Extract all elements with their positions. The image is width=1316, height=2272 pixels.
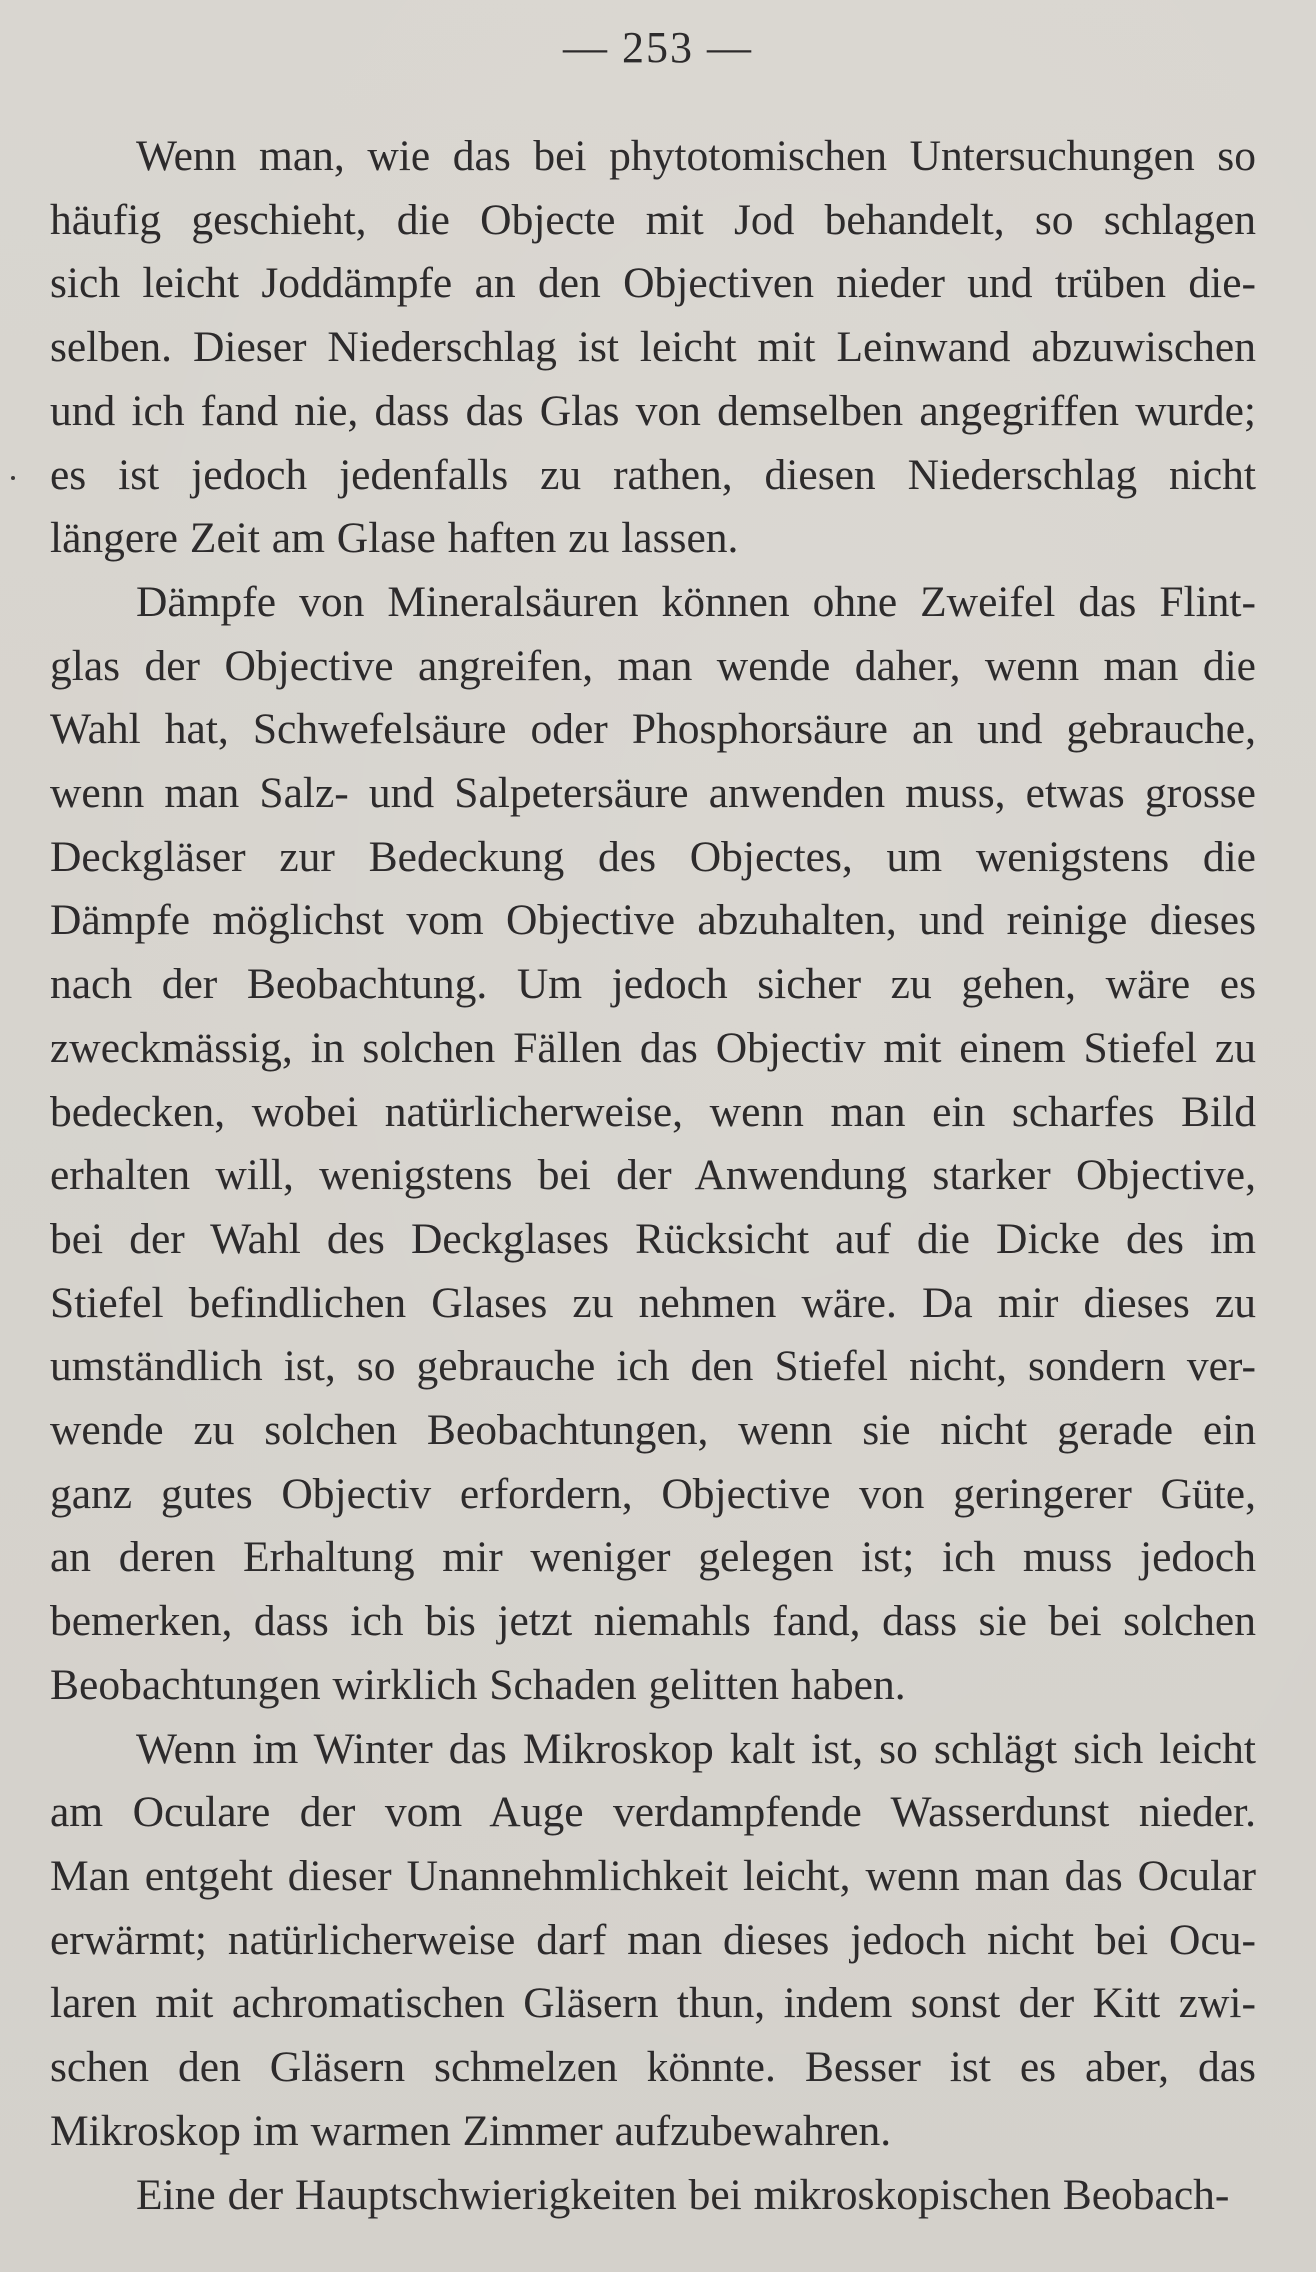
text-line: Wenn man, wie das bei phytotomischen Untersuchungen so xyxy=(136,132,1256,180)
text-line: erwärmt; natürlicherweise darf man dieses jedoch nicht bei Ocu- xyxy=(50,1915,1256,1964)
paragraph xyxy=(50,571,1256,1718)
paragraph xyxy=(50,2164,1256,2228)
text-line: Deckgläser zur Bedeckung des Objectes, um wenigstens die xyxy=(50,832,1256,881)
text-line: Wenn im Winter das Mikroskop kalt ist, so schlägt sich leicht xyxy=(136,1724,1256,1773)
page-number: — 253 — xyxy=(563,23,753,72)
text-line: Stiefel befindlichen Glases zu nehmen wäre. Da mir dieses zu xyxy=(50,1278,1256,1327)
text-line: Mikroskop im warmen Zimmer aufzubewahren. xyxy=(50,2106,892,2155)
text-line: schen den Gläsern schmelzen könnte. Besser ist es aber, das xyxy=(50,2043,1256,2092)
text-line: häufig geschieht, die Objecte mit Jod behandelt, so schlagen xyxy=(50,195,1256,244)
text-line: selben. Dieser Niederschlag ist leicht mit Leinwand abzuwischen xyxy=(50,323,1256,372)
text-line: bemerken, dass ich bis jetzt niemahls fand, dass sie bei solchen xyxy=(50,1597,1256,1646)
text-line: bedecken, wobei natürlicherweise, wenn man ein scharfes Bild xyxy=(50,1087,1256,1136)
paragraph xyxy=(50,125,1256,571)
text-line: bei der Wahl des Deckglases Rücksicht auf die Dicke des im xyxy=(50,1214,1256,1263)
text-line: Eine der Hauptschwierigkeiten bei mikroskopischen Beobach- xyxy=(136,2170,1230,2219)
text-line: Dämpfe möglichst vom Objective abzuhalten, und reinige dieses xyxy=(50,896,1256,945)
margin-mark xyxy=(11,476,15,480)
text-line: Beobachtungen wirklich Schaden gelitten haben. xyxy=(50,1660,906,1709)
paragraph xyxy=(50,1718,1256,2164)
text-line: wende zu solchen Beobachtungen, wenn sie nicht gerade ein xyxy=(50,1406,1256,1455)
text-line: es ist jedoch jedenfalls zu rathen, diesen Niederschlag nicht xyxy=(50,450,1256,499)
text-line: zweckmässig, in solchen Fällen das Objectiv mit einem Stiefel zu xyxy=(50,1023,1256,1072)
text-line: nach der Beobachtung. Um jedoch sicher zu gehen, wäre es xyxy=(50,960,1256,1009)
body-text xyxy=(50,125,1256,2227)
text-line: erhalten will, wenigstens bei der Anwendung starker Objective, xyxy=(50,1151,1256,1200)
text-line: umständlich ist, so gebrauche ich den Stiefel nicht, sondern ver- xyxy=(50,1342,1256,1391)
text-line: an deren Erhaltung mir weniger gelegen ist; ich muss jedoch xyxy=(50,1533,1256,1582)
text-line: glas der Objective angreifen, man wende daher, wenn man die xyxy=(50,641,1256,690)
text-line: Man entgeht dieser Unannehmlichkeit leicht, wenn man das Ocular xyxy=(50,1851,1256,1900)
text-line: Dämpfe von Mineralsäuren können ohne Zweifel das Flint- xyxy=(136,577,1256,626)
text-line: und ich fand nie, dass das Glas von demselben angegriffen wurde; xyxy=(50,386,1256,435)
text-line: wenn man Salz- und Salpetersäure anwenden muss, etwas grosse xyxy=(50,769,1256,818)
text-line: sich leicht Joddämpfe an den Objectiven nieder und trüben die- xyxy=(50,259,1256,308)
text-line: Wahl hat, Schwefelsäure oder Phosphorsäure an und gebrauche, xyxy=(50,705,1256,754)
text-line: längere Zeit am Glase haften zu lassen. xyxy=(50,514,739,563)
text-line: am Oculare der vom Auge verdampfende Wasserdunst nieder. xyxy=(50,1788,1256,1837)
text-line: ganz gutes Objectiv erfordern, Objective von geringerer Güte, xyxy=(50,1469,1256,1518)
text-line: laren mit achromatischen Gläsern thun, indem sonst der Kitt zwi- xyxy=(50,1979,1256,2028)
